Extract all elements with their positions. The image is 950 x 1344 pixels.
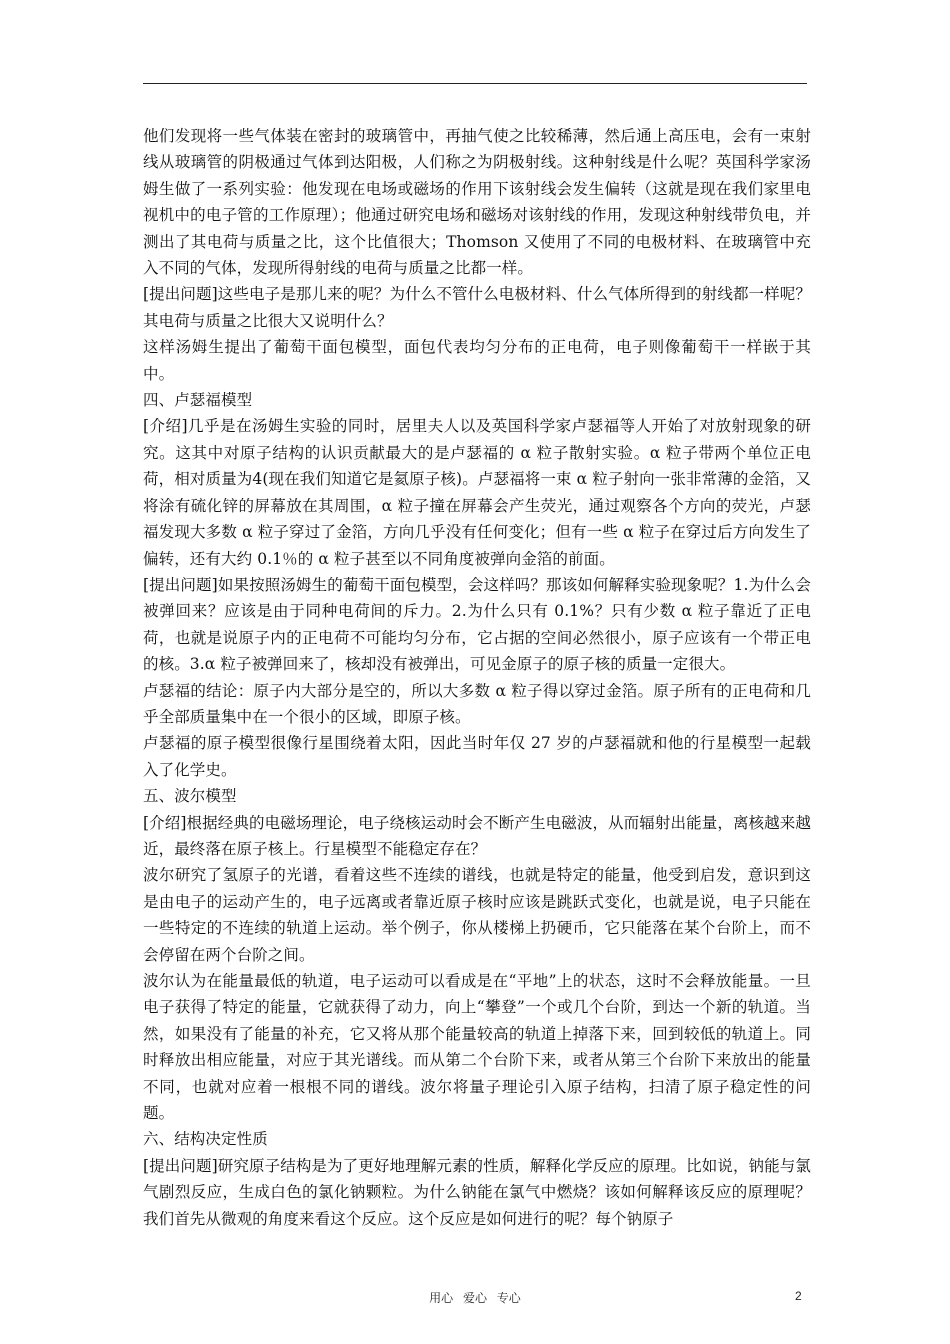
paragraph-rutherford-question: [提出问题]如果按照汤姆生的葡萄干面包模型，会这样吗？那该如何解释实验现象呢？1.为什么会被弹回来？应该是由于同种电荷间的斥力。2.为什么只有 0.1%？只有少数 α 粒子靠近了正电荷，也就是说原子内的正电荷不可能均匀分布，它占据的空间必然很小，原子应该有一个带正电的核。3.α 粒子被弹回来了，核却没有被弹出，可见金原子的原子核的质量一定很大。 bbox=[143, 575, 811, 674]
paragraph-bohr-spectrum: 波尔研究了氢原子的光谱，看着这些不连续的谱线，也就是特定的能量，他受到启发，意识到这是由电子的运动产生的，电子远离或者靠近原子核时应该是跳跃式变化，也就是说，电子只能在一些特定的不连续的轨道上运动。举个例子，你从楼梯上扔硬币，它只能落在某个台阶上，而不会停留在两个台阶之间。 bbox=[143, 866, 811, 964]
section-heading-bohr: 五、波尔模型 bbox=[143, 787, 237, 806]
paragraph-rutherford-conclusion: 卢瑟福的结论：原子内大部分是空的，所以大多数 α 粒子得以穿过金箔。原子所有的正电荷和几乎全部质量集中在一个很小的区域，即原子核。 bbox=[143, 681, 811, 726]
paragraph-cathode-rays: 他们发现将一些气体装在密封的玻璃管中，再抽气使之比较稀薄，然后通上高压电，会有一束射线从玻璃管的阴极通过气体到达阳极，人们称之为阴极射线。这种射线是什么呢？英国科学家汤姆生做了一系列实验：他发现在电场或磁场的作用下该射线会发生偏转（这就是现在我们家里电视机中的电子管的工作原理）；他通过研究电场和磁场对该射线的作用，发现这种射线带负电，并测出了其电荷与质量之比，这个比值很大；Thomson 又使用了不同的电极材料、在玻璃管中充入不同的气体，发现所得射线的电荷与质量之比都一样。 bbox=[143, 127, 811, 278]
paragraph-bohr-intro: [介绍]根据经典的电磁场理论，电子绕核运动时会不断产生电磁波，从而辐射出能量，离核越来越近，最终落在原子核上。行星模型不能稳定存在？ bbox=[143, 813, 811, 858]
header-rule bbox=[143, 83, 807, 84]
paragraph-structure-question: [提出问题]研究原子结构是为了更好地理解元素的性质，解释化学反应的原理。比如说，钠能与氯气剧烈反应，生成白色的氯化钠颗粒。为什么钠能在氯气中燃烧？该如何解释该反应的原理呢？我们首先从微观的角度来看这个反应。这个反应是如何进行的呢？每个钠原子 bbox=[143, 1156, 811, 1228]
footer-motto: 用心 爱心 专心 bbox=[429, 1291, 521, 1305]
paragraph-question-electrons: [提出问题]这些电子是那儿来的呢？为什么不管什么电极材料、什么气体所得到的射线都一样呢？其电荷与质量之比很大又说明什么？ bbox=[143, 285, 811, 330]
page-number: 2 bbox=[795, 1289, 802, 1303]
section-heading-structure-properties: 六、结构决定性质 bbox=[143, 1130, 268, 1149]
section-heading-rutherford: 四、卢瑟福模型 bbox=[143, 391, 253, 410]
paragraph-plum-pudding: 这样汤姆生提出了葡萄干面包模型，面包代表均匀分布的正电荷，电子则像葡萄干一样嵌于其中。 bbox=[143, 338, 811, 383]
paragraph-planetary-model: 卢瑟福的原子模型很像行星围绕着太阳，因此当时年仅 27 岁的卢瑟福就和他的行星模型一起载入了化学史。 bbox=[143, 734, 811, 779]
paragraph-bohr-energy-levels: 波尔认为在能量最低的轨道，电子运动可以看成是在“平地”上的状态，这时不会释放能量。一旦电子获得了特定的能量，它就获得了动力，向上“攀登”一个或几个台阶，到达一个新的轨道。当然，如果没有了能量的补充，它又将从那个能量较高的轨道上掉落下来，回到较低的轨道上。同时释放出相应能量，对应于其光谱线。而从第二个台阶下来，或者从第三个台阶下来放出的能量不同，也就对应着一根根不同的谱线。波尔将量子理论引入原子结构，扫清了原子稳定性的问题。 bbox=[143, 972, 811, 1123]
paragraph-rutherford-intro: [介绍]几乎是在汤姆生实验的同时，居里夫人以及英国科学家卢瑟福等人开始了对放射现象的研究。这其中对原子结构的认识贡献最大的是卢瑟福的 α 粒子散射实验。α 粒子带两个单位正电荷，相对质量为4(现在我们知道它是氦原子核)。卢瑟福将一束 α 粒子射向一张非常薄的金箔，又将涂有硫化锌的屏幕放在其周围，α 粒子撞在屏幕会产生荧光，通过观察各个方向的荧光，卢瑟福发现大多数 α 粒子穿过了金箔，方向几乎没有任何变化；但有一些 α 粒子在穿过后方向发生了偏转，还有大约 0.1％的 α 粒子甚至以不同角度被弹向金箔的前面。 bbox=[143, 417, 811, 568]
page-body bbox=[143, 123, 811, 1232]
